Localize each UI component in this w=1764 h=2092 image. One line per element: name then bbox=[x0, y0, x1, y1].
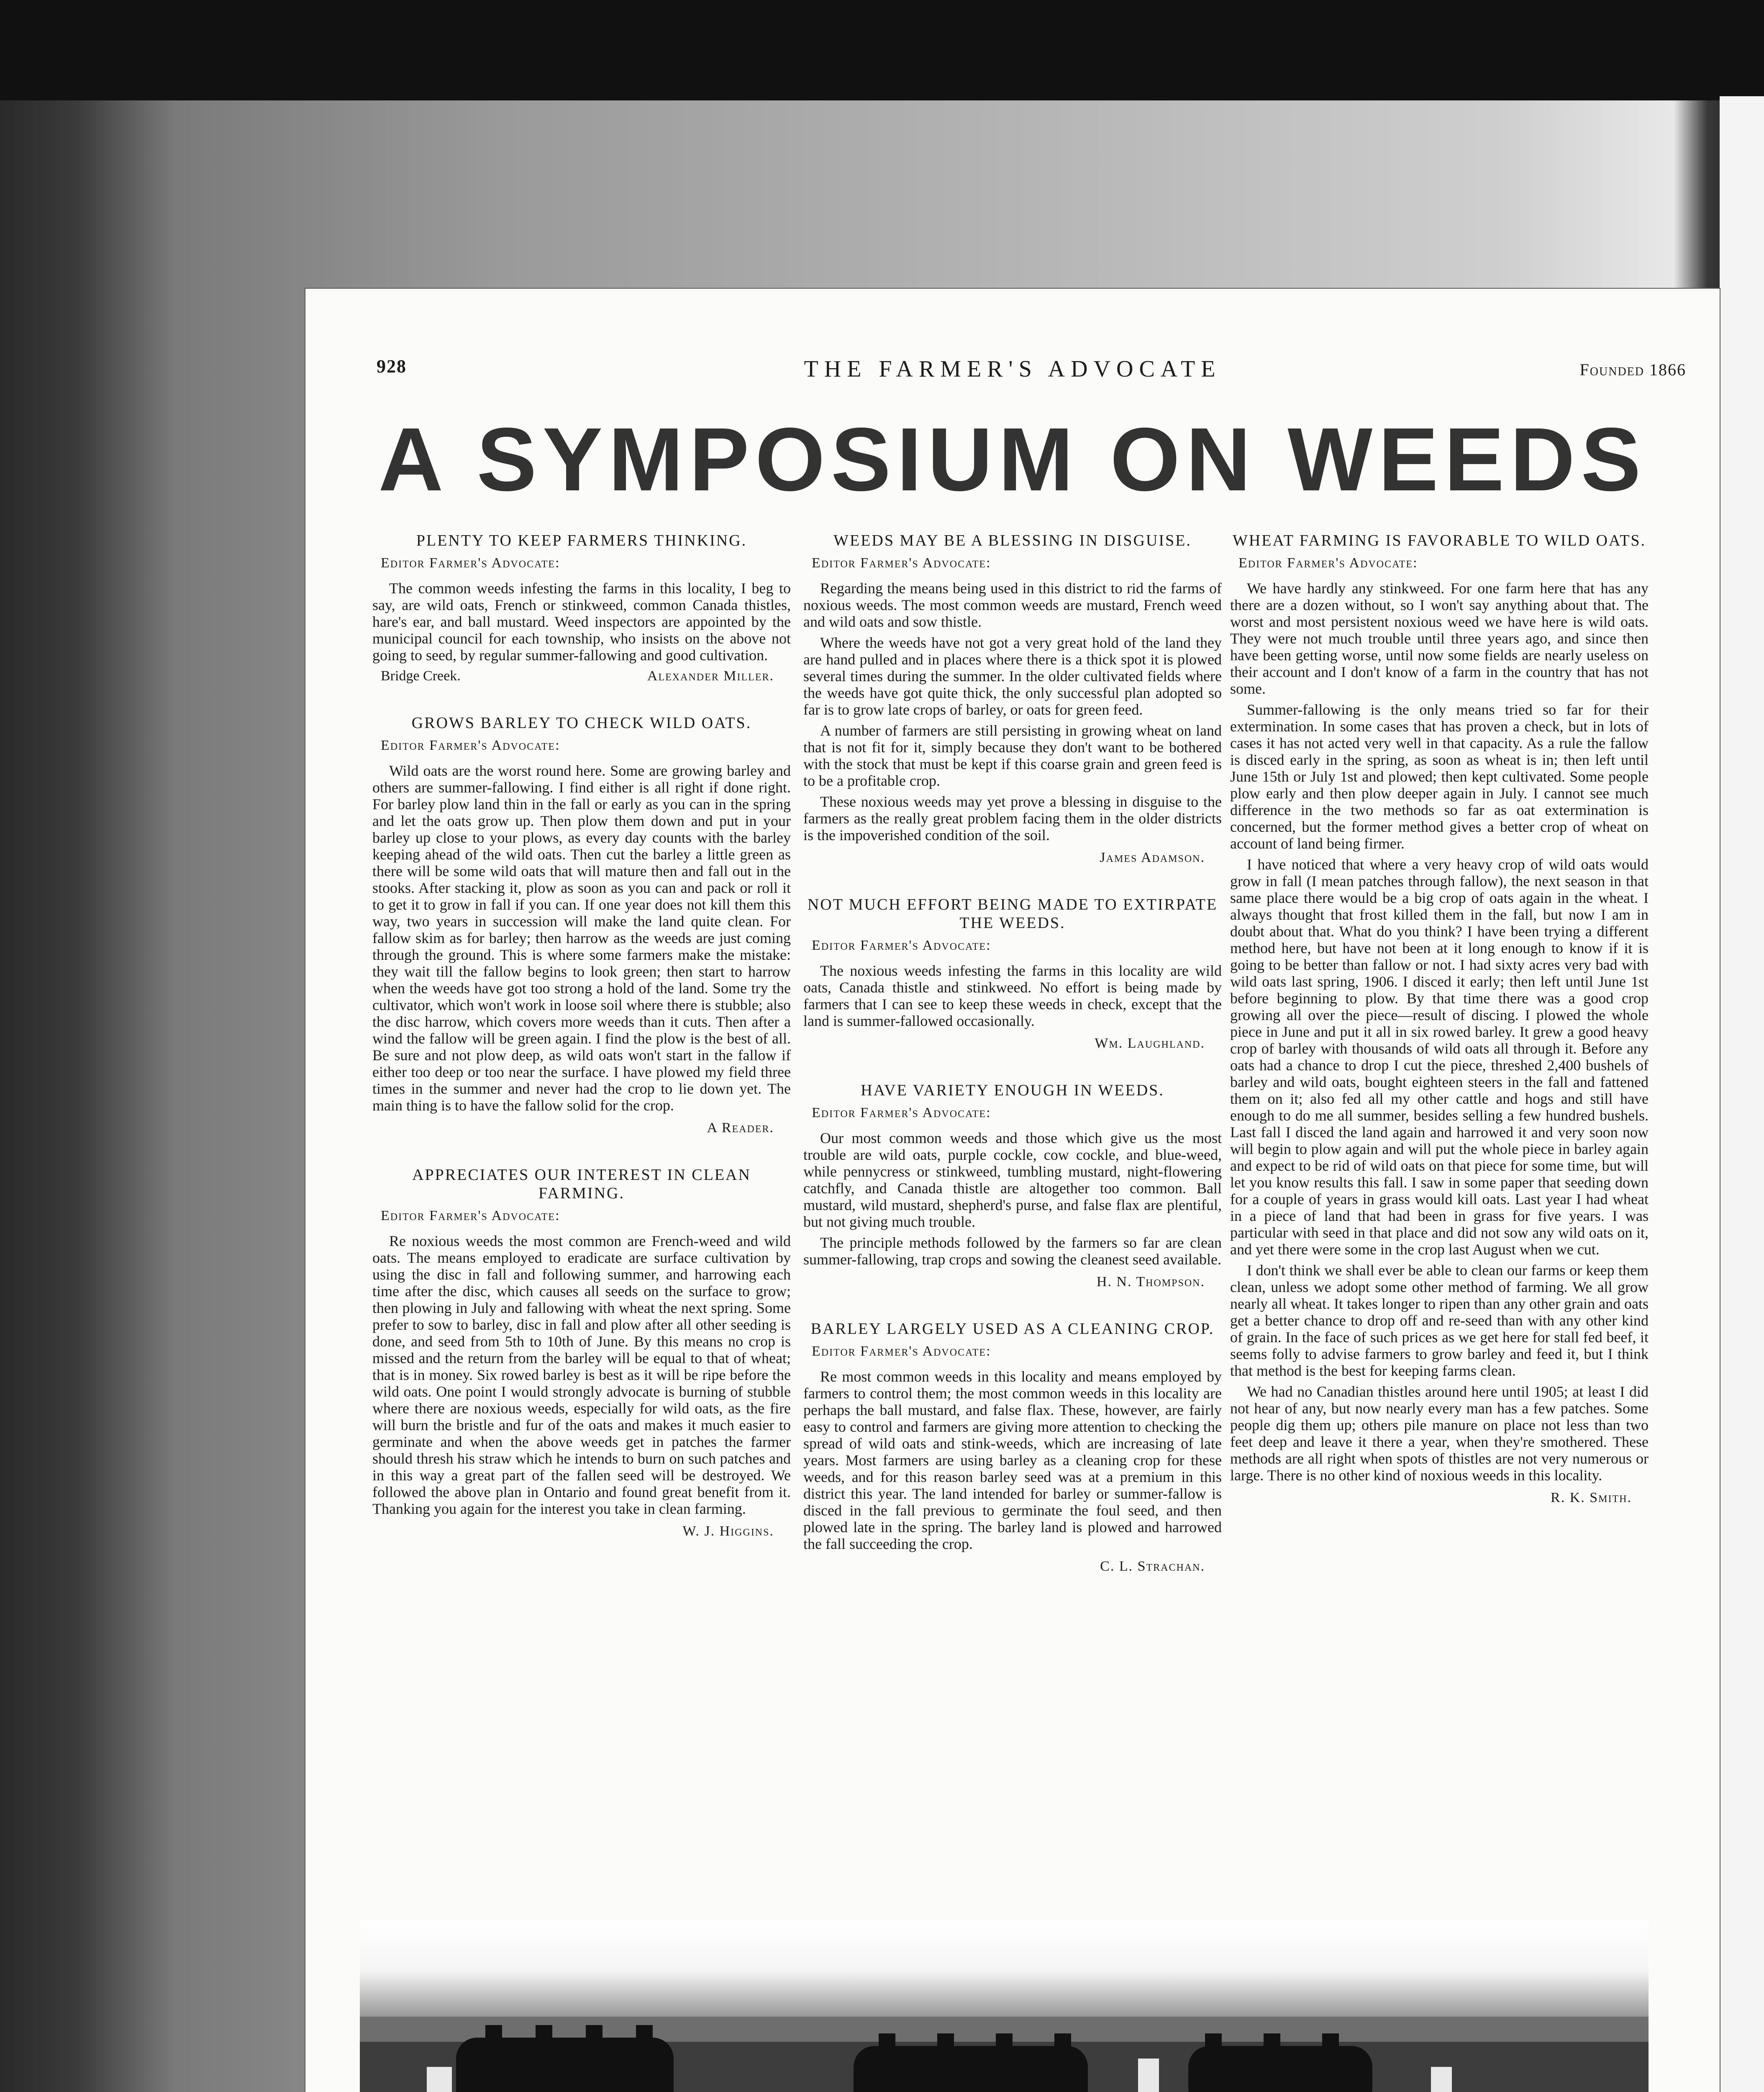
article bbox=[372, 531, 791, 685]
article-heading: WEEDS MAY BE A BLESSING IN DISGUISE. bbox=[833, 532, 1192, 549]
founded-note: Founded 1866 bbox=[1579, 360, 1686, 379]
article-paragraph: Our most common weeds and those which give us the most trouble are wild oats, purple cockle, cow cockle, and blue-weed, while pennycress or stinkweed, tumbling mustard, night-flowering catchfly, and Canada thistle are altogether too common. Ball mustard, wild mustard, shepherd's purse, and false flax are plentiful, but not giving much trouble. bbox=[803, 1130, 1222, 1230]
article-paragraph: Summer-fallowing is the only means tried so far for their extermination. In some cases that has proven a check, but in lots of cases it has not acted very well in that capacity. As a rule the fallow is disced early in the spring, as soon as wheat is in; then left until June 15th or July 1st and plowed; then kept cultivated. Some people plow early and then plow deeper again in July. I cannot see much difference in the two methods so far as oat extermination is concerned, but the former method gives a better crop of wheat on account of land being firmer. bbox=[1230, 701, 1649, 852]
article-signature: W. J. Higgins. bbox=[682, 1523, 774, 1539]
article-signature: C. L. Strachan. bbox=[1100, 1559, 1205, 1574]
editor-salutation: Editor Farmer's Advocate: bbox=[812, 1343, 991, 1359]
editor-salutation: Editor Farmer's Advocate: bbox=[812, 938, 991, 953]
article-heading: APPRECIATES OUR INTEREST IN CLEAN FARMING. bbox=[412, 1166, 751, 1202]
photo-illustration bbox=[360, 1920, 1649, 2092]
article-paragraph: We had no Canadian thistles around here until 1905; at least I did not hear of any, but now nearly every man has a few patches. Some people dig them up; others pile manure on place not less than two feet deep and leave it there a year, when they're smothered. These methods are all right when spots of thistles are not very numerous or large. There is no other kind of noxious weeds in this locality. bbox=[1230, 1383, 1649, 1484]
article-signature: Alexander Miller. bbox=[647, 668, 774, 684]
editor-salutation: Editor Farmer's Advocate: bbox=[381, 738, 560, 753]
column-3 bbox=[1230, 531, 1649, 1536]
article-paragraph: We have hardly any stinkweed. For one farm here that has any there are a dozen without, so I won't say anything about that. The worst and most persistent noxious weed we have here is wild oats. They were not much trouble until three years ago, and since then have been getting worse, until now some fields are nearly useless on their account and I don't know of a farm in the country that has not some. bbox=[1230, 580, 1649, 697]
article-signature: H. N. Thompson. bbox=[1096, 1274, 1205, 1290]
farm-photograph bbox=[360, 1920, 1649, 2092]
article-paragraph: Re most common weeds in this locality and means employed by farmers to control them; the most common weeds in this locality are perhaps the ball mustard, and false flax. These, however, are fairly easy to control and farmers are giving more attention to checking the spread of wild oats and stink-weeds, which are increasing of late years. Most farmers are using barley as a cleaning crop for these weeds, and for this reason barley seed was at a premium in this district this year. The land intended for barley or summer-fallow is disced in the fall previous to germinate the foul seed, and then plowed late in the spring. The barley land is plowed and harrowed the fall succeeding the crop. bbox=[803, 1368, 1222, 1552]
article-paragraph: I have noticed that where a very heavy crop of wild oats would grow in fall (I mean patches through fallow), the next season in that same place there would be a big crop of oats again in the wheat. I always thought that frost killed them in the fall, but now I am in doubt about that. What do you think? I have been trying a different method here, but have not been at it long enough to know if it is going to be better than fallow or not. I had sixty acres very bad with wild oats last spring, 1906. I disced it early; then left until June 1st before beginning to plow. By that time there was a good crop growing all over the piece—result of discing. I plowed the whole piece in June and put it all in six rowed barley. It grew a good heavy crop of barley with thousands of wild oats all through it. Before any oats had a chance to drop I cut the piece, threshed 2,400 bushels of barley and wild oats, bought eighteen steers in the fall and fattened them on it; also fed all my other cattle and hogs and still have enough to do me all summer, besides selling a few hundred bushels. Last fall I disced the land again and harrowed it and very soon now will begin to plow again and will put the whole piece in barley again and expect to be rid of wild oats on that piece for some time, but will let you know results this fall. I saw in some paper that seeding down for a couple of years in grass would kill oats. Last year I had wheat in a piece of land that had been in grass for five years. I was particular with seed in that place and did not sow any wild oats on it, and yet there were some in the crop last August when we cut. bbox=[1230, 856, 1649, 1258]
article bbox=[1230, 531, 1649, 1506]
editor-salutation: Editor Farmer's Advocate: bbox=[1238, 555, 1418, 571]
article-paragraph: I don't think we shall ever be able to clean our farms or keep them clean, unless we adopt some other method of farming. We all grow nearly all wheat. It takes longer to ripen than any other grain and oats get a better chance to drop off and re-seed than with any other kind of grain. In the face of such prices as we get here for stall fed beef, it seems folly to advise farmers to grow barley and feed it, but I think that method is the best for keeping farms clean. bbox=[1230, 1262, 1649, 1379]
signature-row bbox=[381, 668, 774, 685]
article-heading: WHEAT FARMING IS FAVORABLE TO WILD OATS. bbox=[1232, 532, 1646, 549]
article bbox=[803, 1320, 1222, 1575]
page-title: A SYMPOSIUM ON WEEDS bbox=[378, 409, 1647, 510]
article-signature: Wm. Laughland. bbox=[1095, 1036, 1205, 1051]
article-paragraph: The common weeds infesting the farms in this locality, I beg to say, are wild oats, French or stinkweed, common Canada thistles, hare's ear, and ball mustard. Weed inspectors are appointed by the municipal council for each township, who insists on the above not going to seed, by regular summer-fallowing and good cultivation. bbox=[372, 580, 791, 664]
editor-salutation: Editor Farmer's Advocate: bbox=[381, 1208, 560, 1223]
editor-salutation: Editor Farmer's Advocate: bbox=[381, 555, 560, 571]
newspaper-page bbox=[305, 289, 1720, 2092]
article bbox=[372, 714, 791, 1136]
article-paragraph: Re noxious weeds the most common are French-weed and wild oats. The means employed to eradicate are surface cultivation by using the disc in fall and following summer, and harrowing each time after the disc, which causes all seeds on the surface to grow; then plowing in July and fallowing with wheat the next spring. Some prefer to sow to barley, disc in fall and plow after all other seeding is done, and seed from 5th to 10th of June. By this means no crop is missed and the return from the barley will be equal to that of wheat; that is in money. Six rowed barley is best as it will be ripe before the wild oats. One point I would strongly advocate is burning of stubble where there are noxious weeds, especially for wild oats, as the fire will burn the bristle and fur of the oats and makes it much easier to germinate and when the above weeds get in patches the farmer should thresh his straw which he intends to burn on such patches and in this way a great part of the fallen seed will be destroyed. We followed the above plan in Ontario and found great benefit from it. Thanking you again for the interest you take in clean farming. bbox=[372, 1233, 791, 1517]
article-heading: BARLEY LARGELY USED AS A CLEANING CROP. bbox=[810, 1320, 1215, 1338]
article-paragraph: Regarding the means being used in this district to rid the farms of noxious weeds. The most common weeds are mustard, French weed and wild oats and sow thistle. bbox=[803, 580, 1222, 630]
column-2 bbox=[803, 531, 1222, 1604]
adjacent-page-edge bbox=[1720, 96, 1764, 2092]
article bbox=[803, 531, 1222, 866]
page-number: 928 bbox=[377, 356, 407, 377]
article-place: Bridge Creek. bbox=[381, 668, 461, 684]
article-heading: GROWS BARLEY TO CHECK WILD OATS. bbox=[411, 714, 752, 732]
article-paragraph: Where the weeds have not got a very great hold of the land they are hand pulled and in places where there is a thick spot it is plowed several times during the summer. In the older cultivated fields where the weeds have got quite thick, the only successful plan adopted so far is to grow late crops of barley, or oats for green feed. bbox=[803, 634, 1222, 718]
page-header bbox=[305, 356, 1720, 381]
article-signature: A Reader. bbox=[707, 1120, 774, 1136]
article-signature: James Adamson. bbox=[1100, 850, 1205, 865]
article bbox=[803, 895, 1222, 1052]
article-paragraph: The principle methods followed by the farmers so far are clean summer-fallowing, trap crops and sowing the cleanest seed available. bbox=[803, 1234, 1222, 1268]
article-paragraph: These noxious weeds may yet prove a blessing in disguise to the farmers as the really great problem facing them in the older districts is the impoverished condition of the soil. bbox=[803, 793, 1222, 843]
editor-salutation: Editor Farmer's Advocate: bbox=[812, 555, 991, 571]
editor-salutation: Editor Farmer's Advocate: bbox=[812, 1105, 991, 1120]
article-paragraph: The noxious weeds infesting the farms in this locality are wild oats, Canada thistle and stinkweed. No effort is being made by farmers that I can see to keep these weeds in check, except that the land is summer-fallowed occasionally. bbox=[803, 962, 1222, 1029]
article-heading: NOT MUCH EFFORT BEING MADE TO EXTIRPATE THE WEEDS. bbox=[807, 896, 1218, 932]
scan-border-top bbox=[0, 0, 1764, 100]
article-paragraph: Wild oats are the worst round here. Some are growing barley and others are summer-fallowing. I find either is all right if done right. For barley plow land thin in the fall or early as you can in the spring and let the oats grow up. Then plow them down and put in your barley up close to your plows, as every day counts with the barley keeping ahead of the wild oats. Then cut the barley a little green as there will be some wild oats that will mature then and fall out in the stooks. After stacking it, plow as soon as you can and pack or roll it to get it to grow in fall if you can. If one year does not kill them this way, two years in succession will make the land quite clean. For fallow skim as for barley; then harrow as the weeds are just coming through the ground. This is where some farmers make the mistake: they wait till the fallow begins to look green; then start to harrow when the weeds have got too strong a hold of the land. Some try the cultivator, which won't work in loose soil where there is stubble; also the disc harrow, which covers more weeds than it cuts. Then after a wind the fallow will be green again. I find the plow is the best of all. Be sure and not plow deep, as wild oats won't start in the fallow if either too deep or too near the surface. I have plowed my field three times in the summer and never had the crop to lie down yet. The main thing is to have the fallow solid for the crop. bbox=[372, 762, 791, 1114]
column-1 bbox=[372, 531, 791, 1569]
article bbox=[372, 1166, 791, 1540]
article-signature: R. K. Smith. bbox=[1551, 1490, 1632, 1505]
article-paragraph: A number of farmers are still persisting in growing wheat on land that is not fit for it, simply because they don't want to be bothered with the stock that must be kept if this coarse grain and green feed is to be a profitable crop. bbox=[803, 722, 1222, 789]
article bbox=[803, 1081, 1222, 1290]
article-heading: HAVE VARIETY ENOUGH IN WEEDS. bbox=[861, 1082, 1164, 1099]
masthead: THE FARMER'S ADVOCATE bbox=[804, 356, 1221, 382]
article-heading: PLENTY TO KEEP FARMERS THINKING. bbox=[416, 532, 747, 549]
